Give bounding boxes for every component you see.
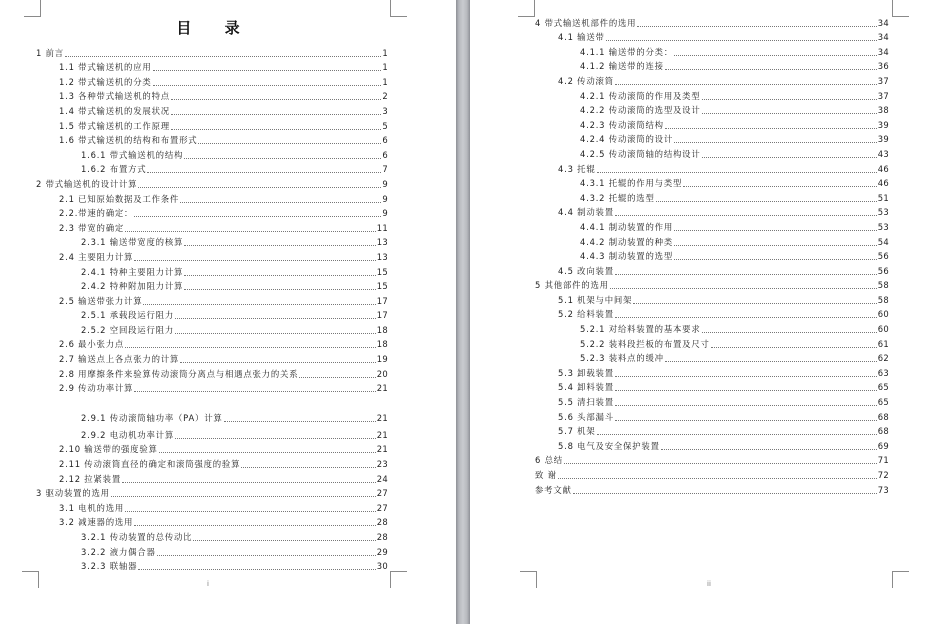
toc-list-page-2	[535, 14, 889, 496]
toc-entry[interactable]	[36, 44, 388, 59]
toc-entry[interactable]	[36, 485, 388, 500]
toc-entry-text: 4.2.4 传动滚筒的设计	[580, 134, 673, 145]
toc-entry-page-number: 58	[877, 294, 889, 305]
toc-dot-leader	[171, 129, 381, 130]
toc-entry-page-number: 6	[382, 149, 388, 160]
toc-entry-page-number: 30	[376, 561, 388, 572]
crop-mark-bottom-left	[22, 571, 39, 588]
toc-entry[interactable]	[36, 558, 388, 573]
toc-entry-text: 2.7 输送点上各点张力的计算	[59, 354, 180, 365]
toc-dot-leader	[299, 377, 375, 378]
toc-entry-text: 4.1.1 输送带的分类：	[580, 46, 673, 57]
toc-entry-text: 2 带式输送机的设计计算	[36, 178, 138, 189]
toc-entry-page-number: 65	[877, 382, 889, 393]
toc-entry-text: 6 总结	[535, 455, 563, 466]
toc-entry[interactable]	[36, 336, 388, 351]
toc-entry[interactable]	[535, 248, 889, 263]
toc-entry[interactable]	[36, 205, 388, 220]
toc-entry-text: 参考文献	[535, 484, 572, 495]
toc-dot-leader	[573, 493, 877, 494]
toc-entry-page-number: 3	[382, 105, 388, 116]
toc-entry-text: 5.2 给料装置	[558, 309, 614, 320]
crop-mark-bottom-right	[390, 571, 407, 588]
toc-entry-text: 5.5 清扫装置	[558, 397, 614, 408]
toc-entry-page-number: 34	[877, 32, 889, 43]
toc-entry[interactable]	[535, 87, 889, 102]
toc-entry-text: 1.5 带式输送机的工作原理	[59, 120, 170, 131]
toc-entry-page-number: 58	[877, 280, 889, 291]
toc-entry-page-number: 7	[382, 164, 388, 175]
toc-dot-leader	[665, 69, 877, 70]
toc-dot-leader	[615, 390, 877, 391]
toc-entry[interactable]	[535, 335, 889, 350]
toc-dot-leader	[198, 143, 381, 144]
toc-entry-text: 1.6 带式输送机的结构和布置形式	[59, 135, 198, 146]
toc-entry-page-number: 56	[877, 251, 889, 262]
toc-entry-page-number: 20	[376, 368, 388, 379]
toc-dot-leader	[143, 304, 375, 305]
toc-entry-text: 3.2.1 传动装置的总传动比	[81, 532, 193, 542]
toc-entry-text: 2.10 输送带的强度验算	[59, 444, 158, 455]
toc-entry-text: 4.5 改向装置	[558, 265, 614, 276]
toc-entry-text: 4.4.2 制动装置的种类	[580, 236, 673, 247]
toc-dot-leader	[134, 216, 381, 217]
toc-entry-page-number: 5	[382, 120, 388, 131]
toc-entry-text: 1.6.2 布置方式	[81, 164, 147, 175]
toc-entry[interactable]	[36, 543, 388, 558]
toc-entry-text: 2.5.1 承载段运行阻力	[81, 310, 174, 321]
toc-dot-leader	[637, 26, 876, 27]
toc-entry-page-number: 15	[376, 281, 388, 292]
toc-dot-leader	[184, 275, 376, 276]
toc-entry[interactable]	[535, 43, 889, 58]
toc-entry-text: 3.1 电机的选用	[59, 502, 125, 513]
toc-dot-leader	[558, 478, 877, 479]
toc-entry-page-number: 27	[376, 488, 388, 499]
toc-entry[interactable]	[36, 234, 388, 249]
toc-entry-page-number: 56	[877, 265, 889, 276]
toc-entry-page-number: 6	[382, 135, 388, 146]
toc-dot-leader	[125, 511, 376, 512]
toc-dot-leader	[180, 202, 381, 203]
toc-entry[interactable]	[535, 452, 889, 467]
toc-entry-page-number: 39	[877, 119, 889, 130]
toc-entry-text: 1.1 带式输送机的应用	[59, 62, 152, 73]
toc-entry[interactable]	[36, 394, 388, 426]
toc-entry-text: 5.4 卸料装置	[558, 382, 614, 393]
toc-entry-page-number: 46	[877, 163, 889, 174]
toc-entry-page-number: 23	[376, 459, 388, 470]
page-separator	[456, 0, 470, 624]
toc-entry[interactable]	[36, 190, 388, 205]
toc-entry[interactable]	[535, 233, 889, 248]
toc-entry-page-number: 68	[877, 411, 889, 422]
toc-entry-page-number: 37	[877, 90, 889, 101]
toc-entry-text: 5.2.2 装料段拦板的布置及尺寸	[580, 338, 710, 349]
toc-dot-leader	[665, 128, 877, 129]
toc-entry[interactable]	[535, 393, 889, 408]
toc-entry-page-number: 18	[376, 324, 388, 335]
toc-entry[interactable]	[36, 263, 388, 278]
toc-entry-page-number: 28	[376, 532, 388, 542]
toc-entry-text: 2.12 拉紧装置	[59, 473, 122, 484]
toc-entry-page-number: 9	[382, 193, 388, 204]
toc-entry-text: 2.9.1 传动滚筒轴功率（PA）计算	[81, 413, 223, 424]
toc-dot-leader	[175, 333, 376, 334]
toc-dot-leader	[615, 420, 877, 421]
toc-entry[interactable]	[36, 380, 388, 395]
toc-entry-text: 2.4 主要阻力计算	[59, 251, 134, 262]
toc-entry[interactable]	[535, 116, 889, 131]
toc-entry[interactable]	[535, 466, 889, 481]
toc-entry-text: 2.3.1 输送带宽度的核算	[81, 237, 184, 248]
crop-mark-bottom-left	[520, 571, 537, 588]
toc-dot-leader	[702, 157, 877, 158]
toc-entry[interactable]	[535, 72, 889, 87]
toc-entry[interactable]	[535, 160, 889, 175]
toc-entry-text: 致 谢	[535, 470, 557, 480]
toc-entry[interactable]	[535, 379, 889, 394]
toc-entry-text: 4.1.2 输送带的连接	[580, 61, 664, 72]
toc-entry-page-number: 1	[382, 76, 388, 87]
toc-entry-text: 3 驱动装置的选用	[36, 488, 110, 499]
toc-dot-leader	[175, 438, 376, 439]
toc-dot-leader	[193, 540, 375, 541]
toc-entry[interactable]	[36, 292, 388, 307]
toc-entry[interactable]	[36, 528, 388, 543]
toc-entry-page-number: 2	[382, 91, 388, 102]
toc-entry[interactable]	[36, 117, 388, 132]
toc-entry[interactable]	[36, 146, 388, 161]
toc-page-1	[0, 0, 456, 624]
toc-dot-leader	[606, 40, 877, 41]
toc-entry-text: 2.3 带宽的确定	[59, 222, 125, 233]
toc-entry-page-number: 51	[877, 192, 889, 203]
toc-entry-text: 3.2 减速器的选用	[59, 517, 134, 528]
toc-dot-leader	[656, 201, 877, 202]
toc-entry-text: 4.1 输送带	[558, 32, 605, 43]
toc-entry-text: 2.11 传动滚筒直径的确定和滚筒强度的验算	[59, 459, 241, 470]
toc-entry-text: 3.2.3 联轴器	[81, 561, 138, 572]
crop-mark-top-right	[892, 0, 909, 17]
toc-entry[interactable]	[36, 441, 388, 456]
toc-entry-page-number: 69	[877, 440, 889, 451]
toc-dot-leader	[665, 361, 877, 362]
toc-entry-text: 5.8 电气及安全保护装置	[558, 440, 660, 451]
toc-entry-page-number: 63	[877, 367, 889, 378]
toc-title: 目 录	[176, 19, 254, 37]
toc-entry-text: 1.2 带式输送机的分类	[59, 76, 152, 87]
toc-entry[interactable]	[36, 175, 388, 190]
crop-mark-bottom-right	[892, 571, 909, 588]
toc-entry-page-number: 11	[376, 222, 388, 233]
toc-entry-text: 4.3.2 托辊的选型	[580, 192, 655, 203]
toc-entry[interactable]	[36, 499, 388, 514]
toc-dot-leader	[615, 317, 877, 318]
toc-entry-page-number: 68	[877, 426, 889, 437]
toc-entry[interactable]	[535, 306, 889, 321]
toc-entry-page-number: 71	[877, 455, 889, 466]
toc-entry[interactable]	[535, 102, 889, 117]
toc-dot-leader	[125, 347, 376, 348]
toc-entry-page-number: 39	[877, 134, 889, 145]
toc-entry-page-number: 43	[877, 148, 889, 159]
toc-dot-leader	[241, 467, 375, 468]
toc-entry[interactable]	[36, 73, 388, 88]
toc-dot-leader	[147, 172, 381, 173]
crop-mark-top-right	[390, 0, 407, 17]
toc-dot-leader	[615, 84, 877, 85]
toc-entry-text: 5.7 机架	[558, 426, 596, 437]
toc-entry-page-number: 1	[382, 62, 388, 73]
toc-entry-page-number: 15	[376, 266, 388, 277]
toc-entry-page-number: 17	[376, 295, 388, 306]
toc-dot-leader	[138, 187, 381, 188]
toc-dot-leader	[184, 245, 376, 246]
toc-entry[interactable]	[535, 189, 889, 204]
toc-entry[interactable]	[535, 175, 889, 190]
toc-dot-leader	[674, 230, 877, 231]
toc-dot-leader	[702, 113, 877, 114]
toc-entry-page-number: 9	[382, 208, 388, 219]
toc-entry[interactable]	[36, 514, 388, 529]
toc-entry[interactable]	[535, 320, 889, 335]
toc-dot-leader	[610, 288, 877, 289]
toc-dot-leader	[702, 99, 877, 100]
toc-entry-page-number: 13	[376, 251, 388, 262]
toc-entry-page-number: 21	[376, 429, 388, 440]
toc-entry-text: 1.3 各种带式输送机的特点	[59, 91, 170, 102]
crop-mark-top-left	[518, 0, 535, 17]
toc-entry-text: 5.1 机架与中间架	[558, 294, 633, 305]
toc-entry-text: 4.3 托辊	[558, 163, 596, 174]
toc-dot-leader	[597, 172, 877, 173]
toc-entry-page-number: 34	[877, 46, 889, 57]
toc-entry[interactable]	[36, 132, 388, 147]
toc-entry-page-number: 21	[376, 413, 388, 424]
toc-entry[interactable]	[535, 350, 889, 365]
toc-dot-leader	[125, 231, 376, 232]
toc-entry-text: 4.4.1 制动装置的作用	[580, 221, 673, 232]
toc-dot-leader	[711, 347, 877, 348]
toc-entry[interactable]	[535, 58, 889, 73]
toc-entry-page-number: 17	[376, 310, 388, 321]
toc-entry-text: 2.5 输送带张力计算	[59, 295, 143, 306]
toc-entry-page-number: 54	[877, 236, 889, 247]
toc-entry-page-number: 9	[382, 178, 388, 189]
toc-entry-page-number: 65	[877, 397, 889, 408]
toc-entry-page-number: 29	[376, 546, 388, 557]
toc-dot-leader	[153, 85, 382, 86]
toc-entry[interactable]	[535, 423, 889, 438]
toc-dot-leader	[615, 274, 877, 275]
toc-entry[interactable]	[36, 426, 388, 441]
toc-entry-text: 4.2 传动滚筒	[558, 75, 614, 86]
toc-entry[interactable]	[36, 59, 388, 74]
toc-dot-leader	[134, 391, 376, 392]
toc-dot-leader	[564, 463, 877, 464]
toc-entry[interactable]	[36, 365, 388, 380]
toc-entry-text: 1.4 带式输送机的发展状况	[59, 105, 170, 116]
toc-dot-leader	[180, 362, 376, 363]
toc-dot-leader	[184, 289, 376, 290]
toc-dot-leader	[674, 245, 877, 246]
toc-dot-leader	[171, 114, 381, 115]
toc-entry-page-number: 62	[877, 353, 889, 364]
toc-entry[interactable]	[535, 131, 889, 146]
toc-dot-leader	[65, 56, 381, 57]
toc-entry-text: 4.3.1 托辊的作用与类型	[580, 178, 683, 189]
toc-dot-leader	[615, 376, 877, 377]
toc-entry-page-number: 21	[376, 444, 388, 455]
toc-entry[interactable]	[535, 29, 889, 44]
toc-entry[interactable]	[36, 470, 388, 485]
toc-entry-page-number: 38	[877, 105, 889, 116]
toc-entry-text: 2.9.2 电动机功率计算	[81, 429, 174, 440]
toc-entry[interactable]	[535, 437, 889, 452]
toc-entry[interactable]	[36, 455, 388, 470]
toc-dot-leader	[134, 260, 376, 261]
toc-dot-leader	[175, 318, 376, 319]
toc-dot-leader	[122, 482, 376, 483]
page-number-footer: ii	[707, 580, 711, 588]
toc-entry-page-number: 18	[376, 339, 388, 350]
toc-dot-leader	[134, 525, 376, 526]
toc-dot-leader	[661, 449, 877, 450]
toc-entry[interactable]	[36, 102, 388, 117]
toc-dot-leader	[157, 555, 376, 556]
toc-entry-text: 5 其他部件的选用	[535, 280, 609, 291]
toc-entry[interactable]	[535, 218, 889, 233]
toc-entry-text: 4.2.1 传动滚筒的作用及类型	[580, 90, 701, 101]
toc-dot-leader	[171, 99, 381, 100]
toc-entry-page-number: 46	[877, 178, 889, 189]
toc-entry-text: 1.6.1 带式输送机的结构	[81, 149, 184, 160]
toc-entry-page-number: 53	[877, 221, 889, 232]
toc-dot-leader	[674, 142, 877, 143]
page-number-footer: i	[207, 580, 209, 588]
toc-entry-page-number: 27	[376, 502, 388, 513]
toc-list-page-1	[36, 44, 388, 572]
toc-entry[interactable]	[36, 219, 388, 234]
toc-entry[interactable]	[36, 278, 388, 293]
toc-entry-text: 4.2.5 传动滚筒轴的结构设计	[580, 148, 701, 159]
toc-entry[interactable]	[36, 321, 388, 336]
toc-entry-text: 4 带式输送机部件的选用	[535, 17, 637, 28]
toc-entry[interactable]	[535, 204, 889, 219]
toc-entry-page-number: 53	[877, 207, 889, 218]
toc-entry[interactable]	[36, 161, 388, 176]
toc-entry[interactable]	[535, 262, 889, 277]
toc-entry[interactable]	[535, 481, 889, 496]
toc-entry-text: 5.6 头部漏斗	[558, 411, 614, 422]
toc-entry[interactable]	[36, 248, 388, 263]
toc-dot-leader	[633, 303, 877, 304]
toc-entry-page-number: 37	[877, 75, 889, 86]
toc-dot-leader	[702, 332, 877, 333]
toc-entry-text: 2.8 用摩擦条件来验算传动滚筒分离点与相遇点张力的关系	[59, 368, 299, 379]
toc-entry-page-number: 61	[877, 338, 889, 349]
toc-dot-leader	[674, 259, 877, 260]
toc-dot-leader	[184, 158, 381, 159]
toc-dot-leader	[224, 421, 376, 422]
toc-entry[interactable]	[535, 364, 889, 379]
toc-entry-text: 5.3 卸载装置	[558, 367, 614, 378]
toc-entry-text: 2.2.带速的确定：	[59, 208, 134, 219]
toc-entry-page-number: 21	[376, 383, 388, 394]
toc-dot-leader	[683, 186, 877, 187]
toc-entry-page-number: 73	[877, 484, 889, 495]
toc-entry-page-number: 19	[376, 354, 388, 365]
toc-entry-text: 1 前言	[36, 47, 64, 58]
toc-entry-page-number: 36	[877, 61, 889, 72]
toc-entry[interactable]	[36, 88, 388, 103]
toc-page-2	[470, 0, 952, 624]
toc-entry[interactable]	[535, 408, 889, 423]
toc-entry-page-number: 72	[877, 470, 889, 480]
toc-entry-page-number: 28	[376, 517, 388, 528]
toc-dot-leader	[615, 215, 877, 216]
toc-entry-text: 4.4 制动装置	[558, 207, 614, 218]
toc-entry-text: 3.2.2 液力偶合器	[81, 546, 156, 557]
toc-entry-text: 4.2.3 传动滚筒结构	[580, 119, 664, 130]
toc-entry-text: 2.1 已知原始数据及工作条件	[59, 193, 180, 204]
toc-entry[interactable]	[36, 307, 388, 322]
toc-entry-page-number: 60	[877, 309, 889, 320]
toc-dot-leader	[159, 452, 376, 453]
toc-entry-text: 5.2.3 装料点的缓冲	[580, 353, 664, 364]
toc-entry[interactable]	[535, 291, 889, 306]
toc-dot-leader	[597, 434, 877, 435]
toc-entry[interactable]	[535, 14, 889, 29]
toc-entry-text: 2.9 传动功率计算	[59, 383, 134, 394]
toc-dot-leader	[138, 569, 375, 570]
toc-entry-text: 2.4.1 特种主要阻力计算	[81, 266, 184, 277]
crop-mark-top-left	[24, 0, 41, 17]
toc-entry-text: 2.4.2 特种附加阻力计算	[81, 281, 184, 292]
toc-entry-text: 2.6 最小张力点	[59, 339, 125, 350]
toc-dot-leader	[111, 496, 376, 497]
toc-entry[interactable]	[36, 350, 388, 365]
toc-entry-text: 4.2.2 传动滚筒的选型及设计	[580, 105, 701, 116]
toc-entry[interactable]	[535, 277, 889, 292]
toc-entry-page-number: 34	[877, 17, 889, 28]
toc-entry-page-number: 1	[382, 47, 388, 58]
toc-dot-leader	[615, 405, 877, 406]
toc-entry-page-number: 24	[376, 473, 388, 484]
toc-entry-page-number: 60	[877, 324, 889, 335]
toc-entry-text: 5.2.1 对给料装置的基本要求	[580, 324, 701, 335]
toc-dot-leader	[153, 70, 382, 71]
toc-entry-text: 2.5.2 空回段运行阻力	[81, 324, 174, 335]
toc-dot-leader	[674, 55, 877, 56]
toc-entry-page-number: 13	[376, 237, 388, 248]
toc-entry-text: 4.4.3 制动装置的选型	[580, 251, 673, 262]
toc-entry[interactable]	[535, 145, 889, 160]
